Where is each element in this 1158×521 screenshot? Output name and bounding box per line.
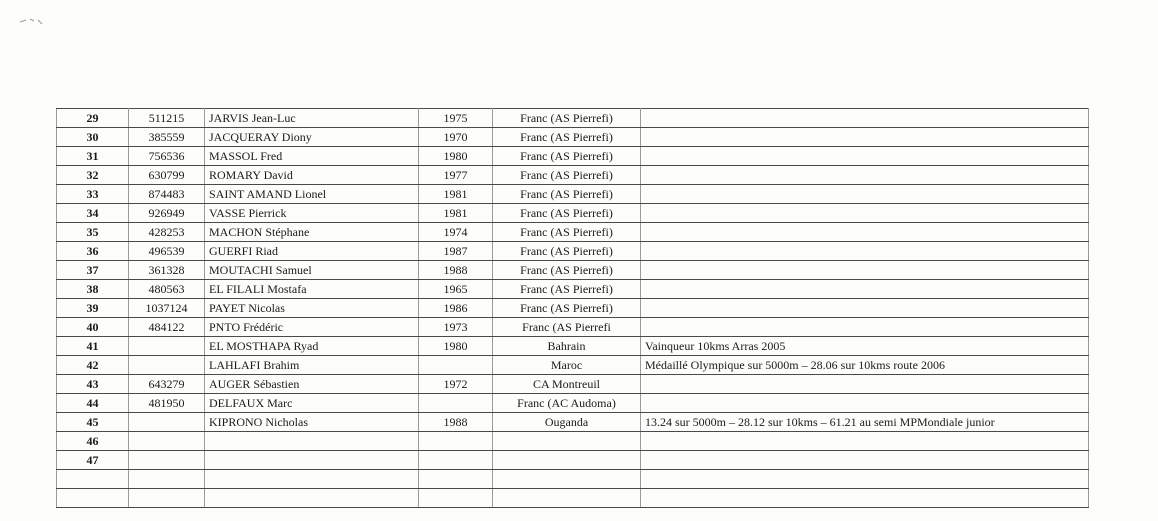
table-row bbox=[57, 299, 1089, 318]
notes-cell bbox=[641, 147, 1089, 166]
table-row bbox=[57, 109, 1089, 128]
bib-number-cell: 41 bbox=[57, 337, 129, 356]
bib-number-cell: 39 bbox=[57, 299, 129, 318]
table-row bbox=[57, 166, 1089, 185]
notes-cell bbox=[641, 280, 1089, 299]
athlete-name-cell: EL FILALI Mostafa bbox=[205, 280, 419, 299]
license-number-cell: 630799 bbox=[129, 166, 205, 185]
table-row bbox=[57, 318, 1089, 337]
birth-year-cell: 1988 bbox=[419, 261, 493, 280]
club-cell: Ouganda bbox=[493, 413, 641, 432]
notes-cell bbox=[641, 470, 1089, 489]
birth-year-cell: 1981 bbox=[419, 185, 493, 204]
table-row bbox=[57, 242, 1089, 261]
license-number-cell bbox=[129, 470, 205, 489]
athlete-name-cell: JARVIS Jean-Luc bbox=[205, 109, 419, 128]
table-row bbox=[57, 375, 1089, 394]
license-number-cell bbox=[129, 413, 205, 432]
birth-year-cell: 1974 bbox=[419, 223, 493, 242]
table-row bbox=[57, 185, 1089, 204]
birth-year-cell bbox=[419, 394, 493, 413]
birth-year-cell: 1988 bbox=[419, 413, 493, 432]
bib-number-cell: 46 bbox=[57, 432, 129, 451]
bib-number-cell: 37 bbox=[57, 261, 129, 280]
club-cell: Franc (AC Audoma) bbox=[493, 394, 641, 413]
table-row bbox=[57, 128, 1089, 147]
table-row bbox=[57, 394, 1089, 413]
club-cell: Franc (AS Pierrefi bbox=[493, 318, 641, 337]
club-cell bbox=[493, 470, 641, 489]
athlete-name-cell: KIPRONO Nicholas bbox=[205, 413, 419, 432]
club-cell: Franc (AS Pierrefi) bbox=[493, 109, 641, 128]
club-cell: Franc (AS Pierrefi) bbox=[493, 166, 641, 185]
notes-cell bbox=[641, 394, 1089, 413]
license-number-cell: 643279 bbox=[129, 375, 205, 394]
license-number-cell: 756536 bbox=[129, 147, 205, 166]
athlete-name-cell: AUGER Sébastien bbox=[205, 375, 419, 394]
table-row bbox=[57, 356, 1089, 375]
club-cell: Bahrain bbox=[493, 337, 641, 356]
club-cell: Franc (AS Pierrefi) bbox=[493, 299, 641, 318]
birth-year-cell: 1973 bbox=[419, 318, 493, 337]
club-cell: Franc (AS Pierrefi) bbox=[493, 261, 641, 280]
athlete-name-cell: SAINT AMAND Lionel bbox=[205, 185, 419, 204]
birth-year-cell: 1986 bbox=[419, 299, 493, 318]
notes-cell bbox=[641, 223, 1089, 242]
birth-year-cell: 1981 bbox=[419, 204, 493, 223]
bib-number-cell: 43 bbox=[57, 375, 129, 394]
bib-number-cell: 47 bbox=[57, 451, 129, 470]
notes-cell bbox=[641, 318, 1089, 337]
table-row bbox=[57, 337, 1089, 356]
bib-number-cell: 45 bbox=[57, 413, 129, 432]
license-number-cell bbox=[129, 451, 205, 470]
birth-year-cell: 1987 bbox=[419, 242, 493, 261]
athlete-name-cell bbox=[205, 451, 419, 470]
athlete-name-cell: VASSE Pierrick bbox=[205, 204, 419, 223]
license-number-cell: 385559 bbox=[129, 128, 205, 147]
birth-year-cell: 1980 bbox=[419, 337, 493, 356]
birth-year-cell: 1965 bbox=[419, 280, 493, 299]
scan-speck-mark bbox=[18, 16, 44, 26]
notes-cell bbox=[641, 261, 1089, 280]
birth-year-cell: 1980 bbox=[419, 147, 493, 166]
birth-year-cell bbox=[419, 470, 493, 489]
table-body bbox=[57, 109, 1089, 508]
birth-year-cell bbox=[419, 451, 493, 470]
birth-year-cell bbox=[419, 489, 493, 508]
bib-number-cell bbox=[57, 489, 129, 508]
notes-cell: 13.24 sur 5000m – 28.12 sur 10kms – 61.21 au semi MPMondiale junior bbox=[641, 413, 1089, 432]
athlete-name-cell bbox=[205, 470, 419, 489]
table-row bbox=[57, 223, 1089, 242]
notes-cell bbox=[641, 432, 1089, 451]
participants-table bbox=[56, 108, 1089, 508]
athlete-name-cell: MASSOL Fred bbox=[205, 147, 419, 166]
bib-number-cell: 40 bbox=[57, 318, 129, 337]
bib-number-cell: 29 bbox=[57, 109, 129, 128]
birth-year-cell bbox=[419, 432, 493, 451]
table-row bbox=[57, 261, 1089, 280]
birth-year-cell bbox=[419, 356, 493, 375]
notes-cell bbox=[641, 109, 1089, 128]
notes-cell bbox=[641, 166, 1089, 185]
athlete-name-cell: PNTO Frédéric bbox=[205, 318, 419, 337]
notes-cell bbox=[641, 242, 1089, 261]
table-row bbox=[57, 413, 1089, 432]
notes-cell bbox=[641, 451, 1089, 470]
notes-cell bbox=[641, 128, 1089, 147]
athlete-name-cell: MOUTACHI Samuel bbox=[205, 261, 419, 280]
club-cell: Franc (AS Pierrefi) bbox=[493, 147, 641, 166]
license-number-cell: 484122 bbox=[129, 318, 205, 337]
table-row bbox=[57, 204, 1089, 223]
license-number-cell bbox=[129, 356, 205, 375]
birth-year-cell: 1972 bbox=[419, 375, 493, 394]
athlete-name-cell: EL MOSTHAPA Ryad bbox=[205, 337, 419, 356]
license-number-cell bbox=[129, 337, 205, 356]
license-number-cell: 428253 bbox=[129, 223, 205, 242]
club-cell: Maroc bbox=[493, 356, 641, 375]
license-number-cell: 926949 bbox=[129, 204, 205, 223]
club-cell bbox=[493, 489, 641, 508]
bib-number-cell: 36 bbox=[57, 242, 129, 261]
notes-cell: Médaillé Olympique sur 5000m – 28.06 sur 10kms route 2006 bbox=[641, 356, 1089, 375]
notes-cell bbox=[641, 185, 1089, 204]
license-number-cell bbox=[129, 489, 205, 508]
notes-cell bbox=[641, 204, 1089, 223]
athlete-name-cell: LAHLAFI Brahim bbox=[205, 356, 419, 375]
table-row bbox=[57, 451, 1089, 470]
license-number-cell: 511215 bbox=[129, 109, 205, 128]
license-number-cell: 496539 bbox=[129, 242, 205, 261]
athlete-name-cell: GUERFI Riad bbox=[205, 242, 419, 261]
license-number-cell bbox=[129, 432, 205, 451]
birth-year-cell: 1970 bbox=[419, 128, 493, 147]
table-row bbox=[57, 470, 1089, 489]
bib-number-cell: 38 bbox=[57, 280, 129, 299]
club-cell: Franc (AS Pierrefi) bbox=[493, 223, 641, 242]
club-cell: CA Montreuil bbox=[493, 375, 641, 394]
club-cell: Franc (AS Pierrefi) bbox=[493, 242, 641, 261]
athlete-name-cell: DELFAUX Marc bbox=[205, 394, 419, 413]
club-cell: Franc (AS Pierrefi) bbox=[493, 280, 641, 299]
license-number-cell: 481950 bbox=[129, 394, 205, 413]
athlete-name-cell: ROMARY David bbox=[205, 166, 419, 185]
athlete-name-cell bbox=[205, 489, 419, 508]
bib-number-cell: 33 bbox=[57, 185, 129, 204]
bib-number-cell: 34 bbox=[57, 204, 129, 223]
license-number-cell: 480563 bbox=[129, 280, 205, 299]
bib-number-cell: 30 bbox=[57, 128, 129, 147]
license-number-cell: 361328 bbox=[129, 261, 205, 280]
license-number-cell: 874483 bbox=[129, 185, 205, 204]
table-row bbox=[57, 489, 1089, 508]
bib-number-cell: 35 bbox=[57, 223, 129, 242]
club-cell bbox=[493, 451, 641, 470]
club-cell: Franc (AS Pierrefi) bbox=[493, 185, 641, 204]
club-cell: Franc (AS Pierrefi) bbox=[493, 128, 641, 147]
bib-number-cell: 44 bbox=[57, 394, 129, 413]
notes-cell bbox=[641, 489, 1089, 508]
bib-number-cell: 31 bbox=[57, 147, 129, 166]
bib-number-cell: 32 bbox=[57, 166, 129, 185]
athlete-name-cell: MACHON Stéphane bbox=[205, 223, 419, 242]
notes-cell bbox=[641, 375, 1089, 394]
birth-year-cell: 1975 bbox=[419, 109, 493, 128]
table-row bbox=[57, 432, 1089, 451]
table-row bbox=[57, 280, 1089, 299]
notes-cell bbox=[641, 299, 1089, 318]
notes-cell: Vainqueur 10kms Arras 2005 bbox=[641, 337, 1089, 356]
table-row bbox=[57, 147, 1089, 166]
bib-number-cell: 42 bbox=[57, 356, 129, 375]
club-cell bbox=[493, 432, 641, 451]
athlete-name-cell: PAYET Nicolas bbox=[205, 299, 419, 318]
athlete-name-cell bbox=[205, 432, 419, 451]
birth-year-cell: 1977 bbox=[419, 166, 493, 185]
license-number-cell: 1037124 bbox=[129, 299, 205, 318]
athlete-name-cell: JACQUERAY Diony bbox=[205, 128, 419, 147]
bib-number-cell bbox=[57, 470, 129, 489]
club-cell: Franc (AS Pierrefi) bbox=[493, 204, 641, 223]
